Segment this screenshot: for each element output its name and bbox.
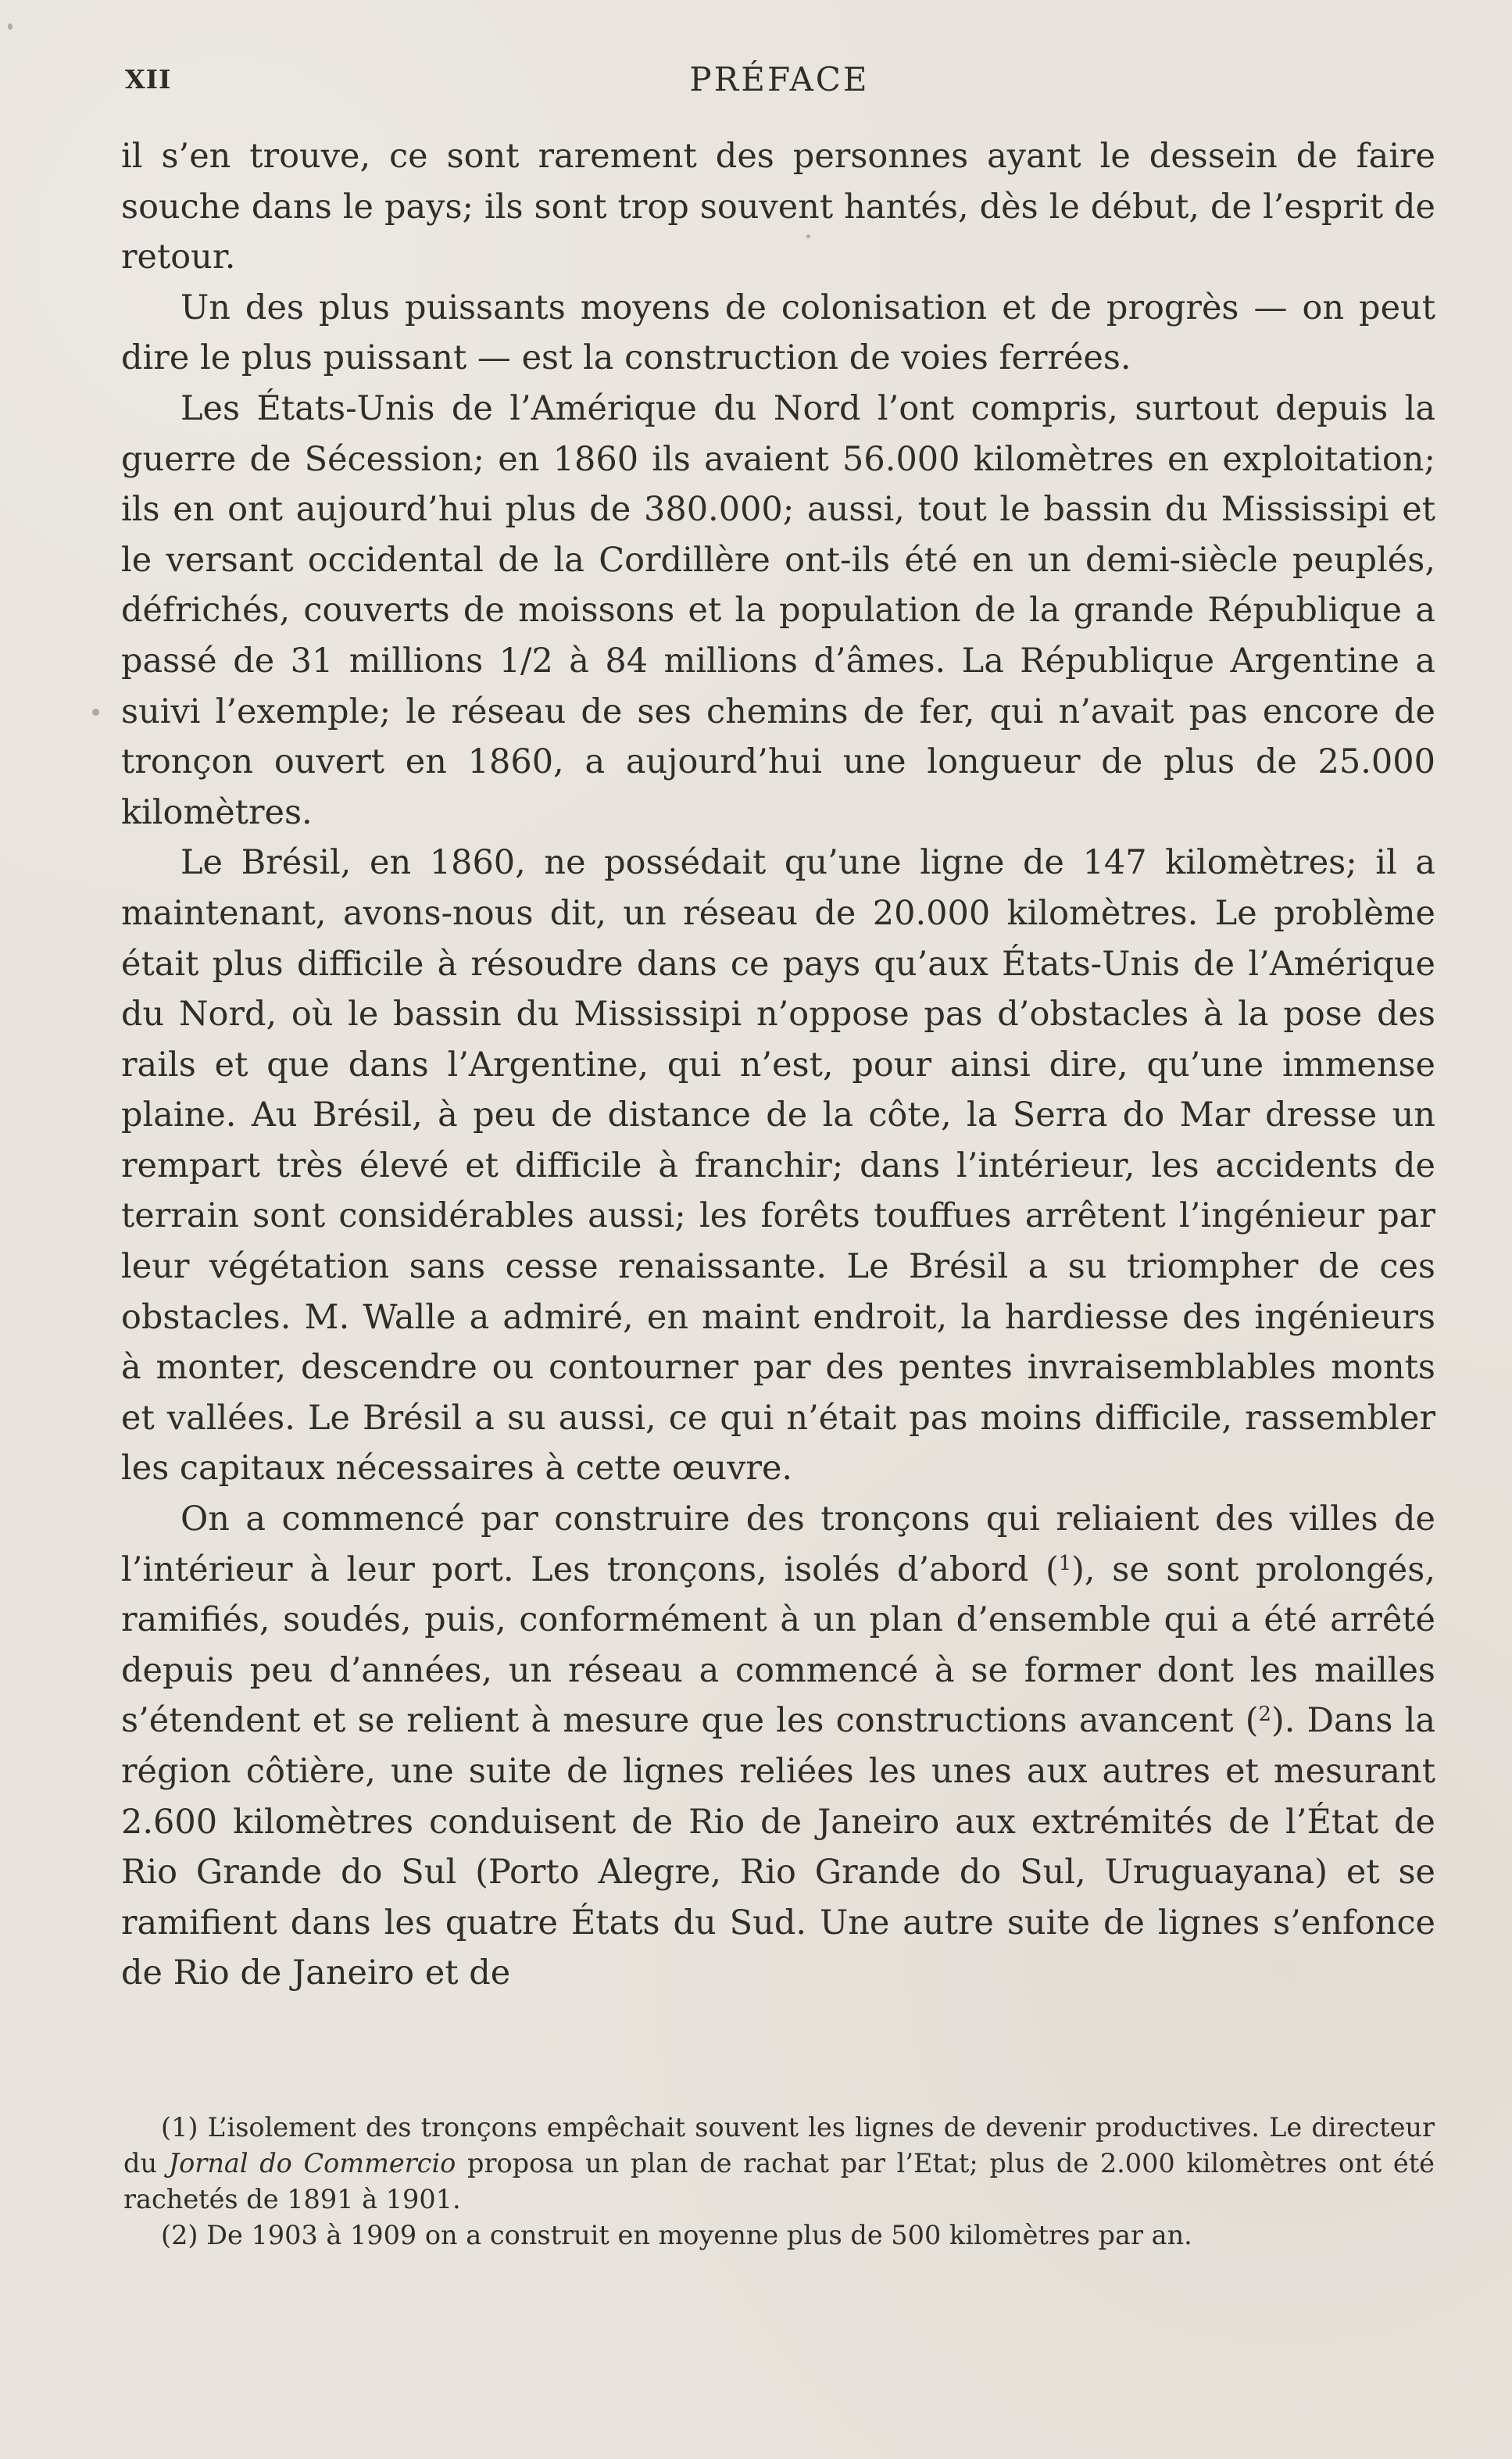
paragraph: Les États-Unis de l’Amérique du Nord l’ont compris, surtout depuis la guerre de Sécession; en 1860 ils avaient 56.000 kilomètres en exploitation; ils en ont aujourd’hui plus de 380.000; aussi, tout le bassin du Mississipi et le versant occidental de la Cordillère ont-ils été en un demi-siècle peuplés, défrichés, couverts de moissons et la population de la grande République a passé de 31 millions 1/2 à 84 millions d’âmes. La République Argentine a suivi l’exemple; le réseau de ses chemins de fer, qui n’avait pas encore de tronçon ouvert en 1860, a aujourd’hui une longueur de plus de 25.000 kilomètres. [121, 388, 1435, 832]
footnote-text: L’isolement des tronçons empêchait souvent les lignes de devenir productives. Le directeur du [123, 2112, 1435, 2178]
paragraph: Un des plus puissants moyens de colonisation et de progrès — on peut dire le plus puissant — est la construction de voies ferrées. [121, 288, 1435, 378]
footnote-ref-1: 1 [1058, 1551, 1072, 1575]
footnote-text: proposa un plan de rachat par l’Etat; plus de 2.000 kilomètres ont été rachetés de 1891 à 1901. [123, 2148, 1435, 2214]
paragraph: Le Brésil, en 1860, ne possédait qu’une ligne de 147 kilomètres; il a maintenant, avons-nous dit, un réseau de 20.000 kilomètres. Le problème était plus difficile à résoudre dans ce pays qu’aux États-Unis de l’Amérique du Nord, où le bassin du Mississipi n’oppose pas d’obstacles à la pose des rails et que dans l’Argentine, qui n’est, pour ainsi dire, qu’une immense plaine. Au Brésil, à peu de distance de la côte, la Serra do Mar dresse un rempart très élevé et difficile à franchir; dans l’intérieur, les accidents de terrain sont considérables aussi; les forêts touffues arrêtent l’ingénieur par leur végétation sans cesse renaissante. Le Brésil a su triompher de ces obstacles. M. Walle a admiré, en maint endroit, la hardiesse des ingénieurs à monter, descendre ou contourner par des pentes invraisemblables monts et vallées. Le Brésil a su aussi, ce qui n’était pas moins difficile, rassembler les capitaux nécessaires à cette œuvre. [121, 843, 1435, 1489]
paper-speck [92, 709, 99, 716]
main-text [121, 131, 1435, 1999]
page-number: XII [125, 64, 172, 95]
paper-speck [806, 234, 810, 238]
paragraph [121, 1494, 1435, 1999]
paragraph-text: ). Dans la région côtière, une suite de lignes reliées les unes aux autres et mesurant 2.600 kilomètres conduisent de Rio de Janeiro aux extrémités de l’État de Rio Grande do Sul (Porto Alegre, Rio Grande do Sul, Uruguayana) et se ramifient dans les quatre États du Sud. Une autre suite de lignes s’enfonce de Rio de Janeiro et de [121, 1701, 1435, 1993]
footnotes [123, 2110, 1435, 2253]
page-header [125, 56, 1434, 103]
paragraph-text: On a commencé par construire des tronçons qui reliaient des villes de l’intérieur à leur port. Les tronçons, isolés d’abord ( [121, 1499, 1435, 1589]
footnote-marker: (2) [161, 2220, 198, 2250]
footnote-text: De 1903 à 1909 on a construit en moyenne plus de 500 kilomètres par an. [206, 2220, 1192, 2250]
footnote-1 [123, 2110, 1435, 2218]
footnote-ref-2: 2 [1258, 1703, 1271, 1727]
footnote-2 [123, 2218, 1435, 2253]
journal-title: Jornal do Commercio [168, 2148, 456, 2178]
paper-speck [8, 23, 13, 30]
paragraph: il s’en trouve, ce sont rarement des personnes ayant le dessein de faire souche dans le pays; ils sont trop souvent hantés, dès le début, de l’esprit de retour. [121, 137, 1435, 277]
footnote-marker: (1) [161, 2112, 198, 2143]
running-title: PRÉFACE [689, 60, 870, 98]
paragraph-text: ), se sont prolongés, ramifiés, soudés, puis, conformément à un plan d’ensemble qui a été arrêté depuis peu d’années, un réseau a commencé à se former dont les mailles s’étendent et se relient à mesure que les constructions avancent ( [121, 1549, 1435, 1741]
